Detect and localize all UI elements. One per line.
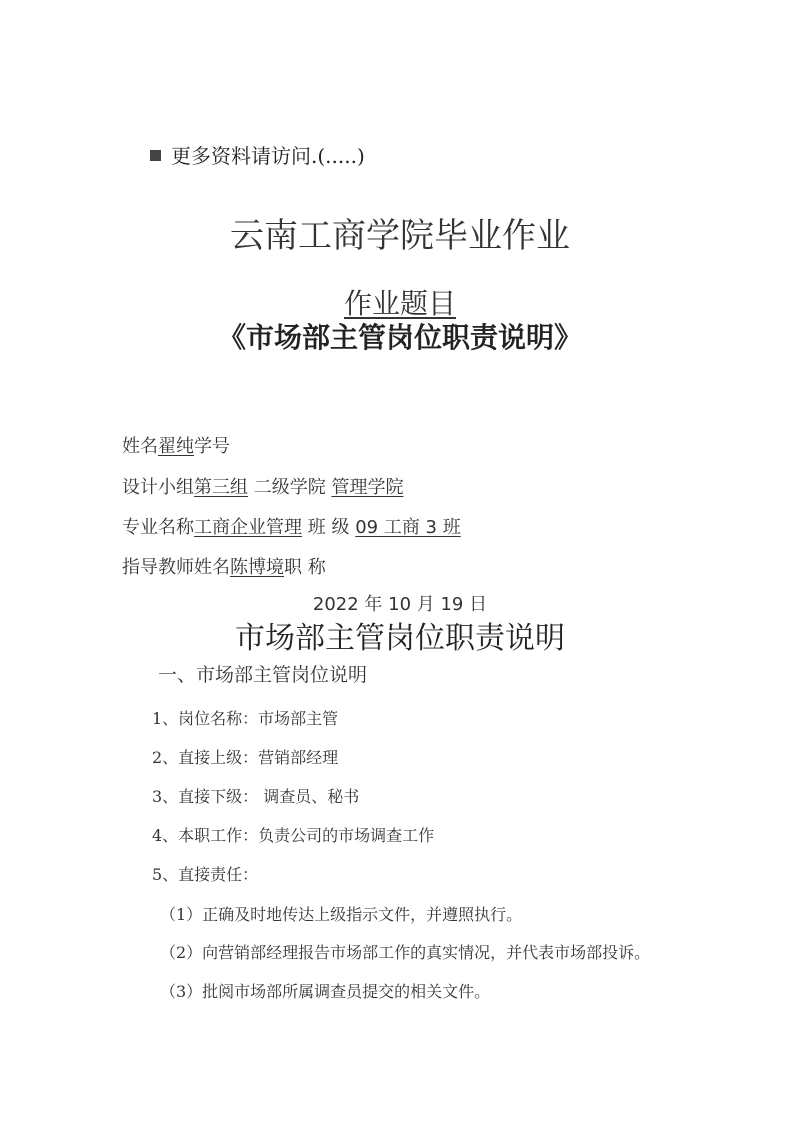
list-item: 2、直接上级：营销部经理 [152,748,339,767]
assignment-label: 作业题目 [343,287,456,320]
info-group-row: 设计小组第三组 二级学院 管理学院 [122,477,404,498]
duty-item: （3）批阅市场部所属调查员提交的相关文件。 [160,982,491,1001]
info-major-row: 专业名称工商企业管理 班 级 09 工商 3 班 [122,517,461,538]
group-value: 第三组 [194,477,248,498]
section-heading: 一、市场部主管岗位说明 [158,664,368,686]
duty-item: （1）正确及时地传达上级指示文件，并遵照执行。 [160,905,523,924]
document-title: 云南工商学院毕业作业 [230,216,570,256]
assignment-topic: 《市场部主管岗位职责说明》 [217,321,582,354]
list-item: 3、直接下级： 调查员、秘书 [152,787,360,806]
info-name-row: 姓名翟纯学号 [122,436,230,457]
college-value: 管理学院 [331,477,404,498]
major-value: 工商企业管理 [194,517,302,538]
list-item: 4、本职工作：负责公司的市场调查工作 [152,826,435,845]
section-title: 市场部主管岗位职责说明 [235,621,565,656]
list-item: 1、岗位名称：市场部主管 [152,709,339,728]
header-note: 更多资料请访问.(.....) [150,140,365,169]
info-advisor-row: 指导教师姓名陈博境职 称 [122,557,326,578]
list-item: 5、直接责任： [152,865,259,884]
advisor-value: 陈博境 [230,557,284,578]
duty-item: （2）向营销部经理报告市场部工作的真实情况，并代表市场部投诉。 [160,943,651,962]
square-bullet-icon [150,150,161,161]
document-date: 2022 年 10 月 19 日 [312,594,488,615]
name-value: 翟纯 [158,436,194,457]
class-value: 09 工商 3 班 [355,517,461,538]
